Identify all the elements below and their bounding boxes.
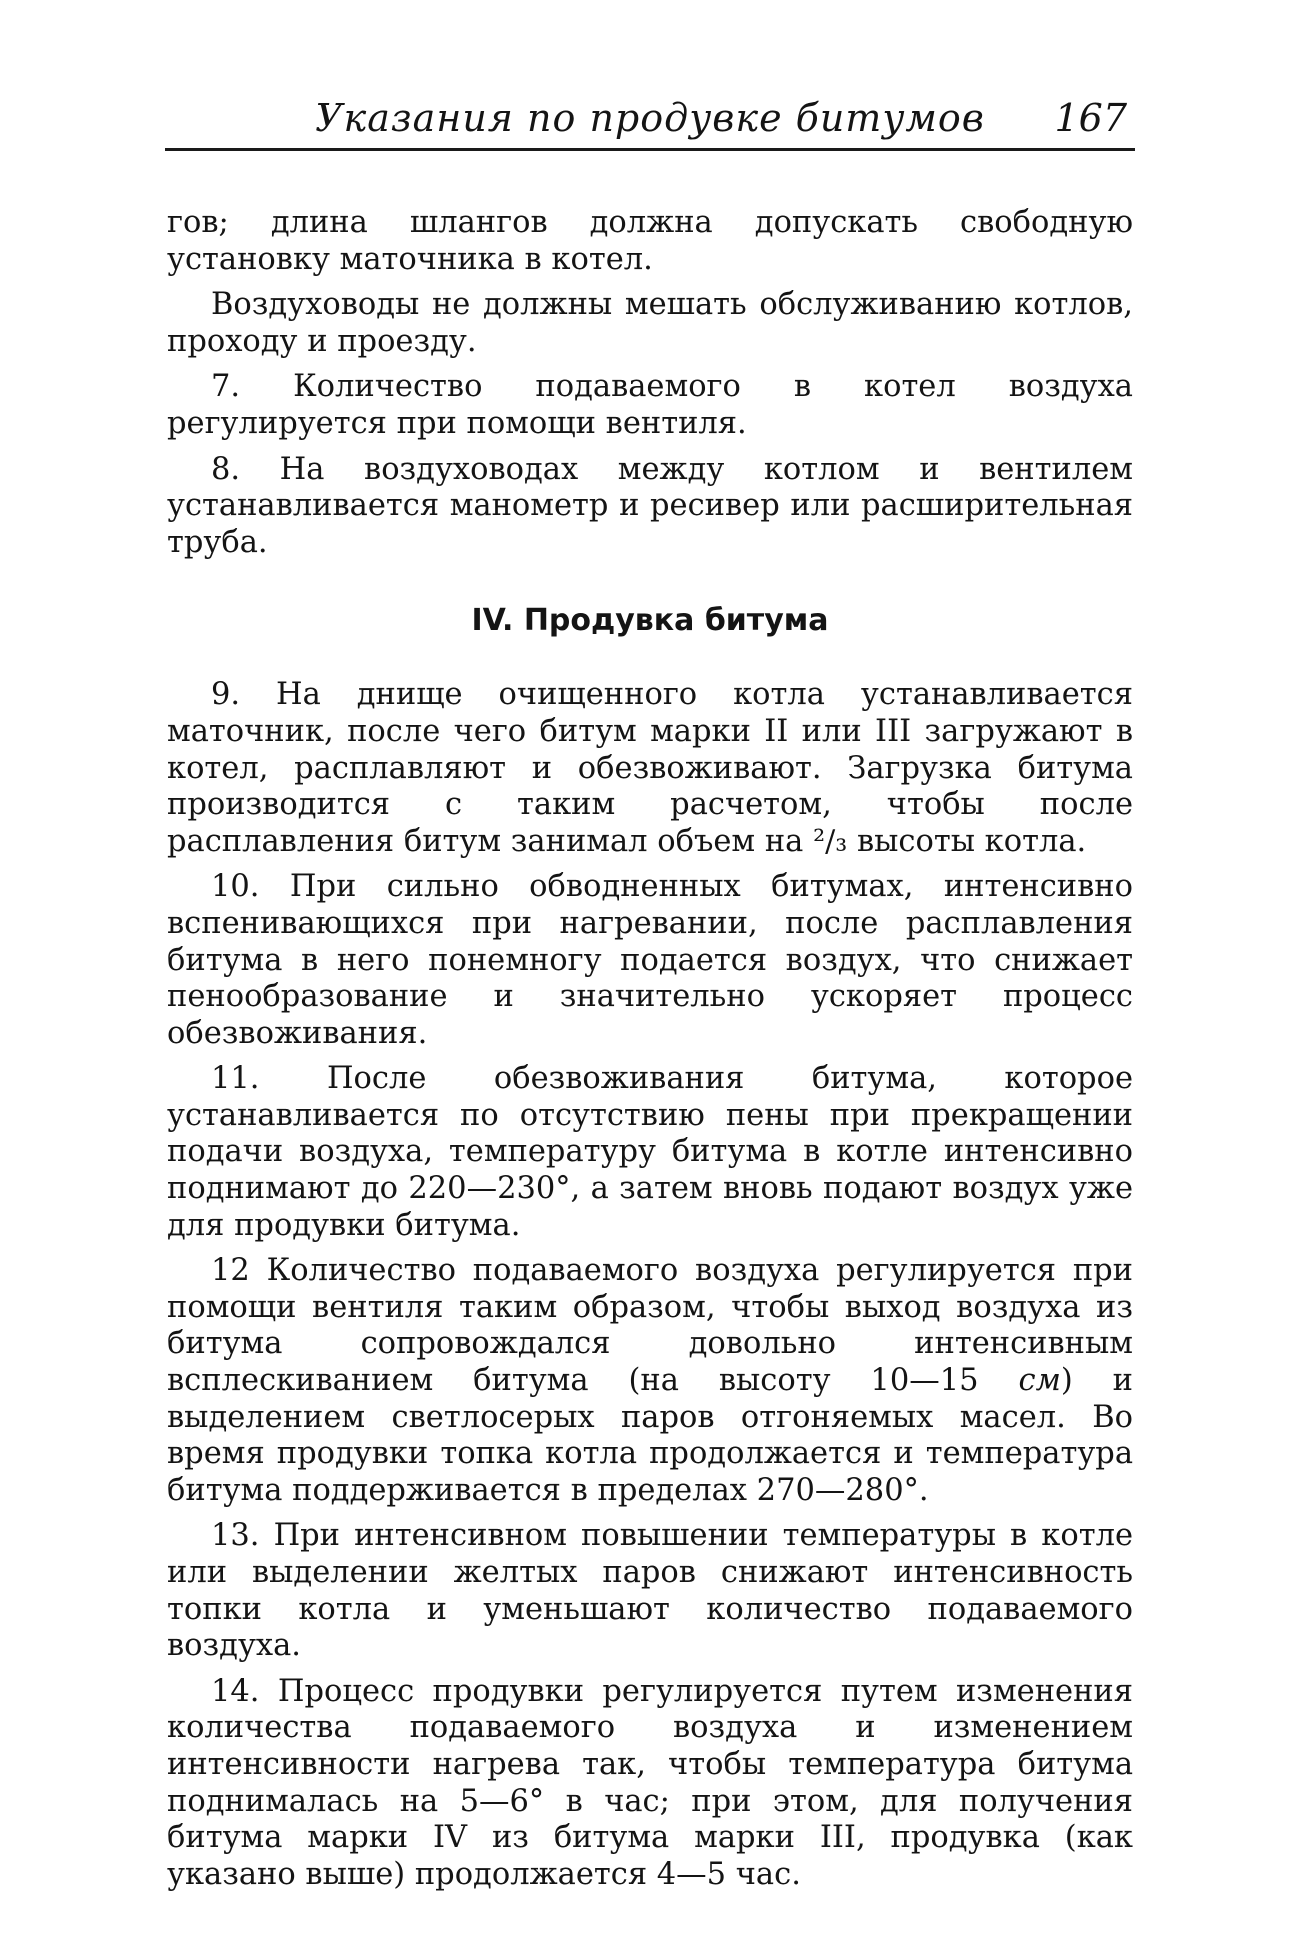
paragraph-item-13: 13. При интенсивном повышении температуры в котле или выделении желтых паров снижают интенсивность топки котла и уменьшают количество подаваемого воздуха. bbox=[167, 1518, 1133, 1664]
paragraph-item-11: 11. После обезвоживания битума, которое устанавливается по отсутствию пены при прекращении подачи воздуха, температуру битума в котле интенсивно поднимают до 220—230°, а затем вновь подают воздух уже для продувки битума. bbox=[167, 1061, 1133, 1243]
page-number: 167 bbox=[1054, 96, 1127, 140]
section-heading: IV. Продувка битума bbox=[471, 603, 829, 639]
item-12-before: 12 Количество подаваемого воздуха регулируется при помощи вентиля таким образом, чтобы выход воздуха из битума сопровождался довольно интенсивным всплескиванием битума (на высоту 10—15 bbox=[167, 1253, 1133, 1399]
paragraph-item-10: 10. При сильно обводненных битумах, интенсивно вспенивающихся при нагревании, после расплавления битума в него понемногу подается воздух, что снижает пенообразование и значительно ускоряет процесс обезвоживания. bbox=[167, 869, 1133, 1051]
unit-cm: см bbox=[1018, 1363, 1061, 1399]
paragraph-continuation: гов; длина шлангов должна допускать свободную установку маточника в котел. bbox=[167, 205, 1133, 277]
page-body bbox=[167, 205, 1133, 1902]
paragraph-item-12 bbox=[167, 1253, 1133, 1509]
running-title: Указания по продувке битумов bbox=[315, 96, 985, 140]
paragraph-item-7: 7. Количество подаваемого в котел воздуха регулируется при помощи вентиля. bbox=[167, 369, 1133, 441]
item-12-after: ) и выделением светлосерых паров отгоняемых масел. Во время продувки топка котла продолжается и температура битума поддерживается в пределах 270—280°. bbox=[167, 1363, 1133, 1508]
item-9-tail: высоты котла. bbox=[856, 823, 1087, 859]
paragraph-item-9 bbox=[167, 677, 1133, 860]
paragraph-air-ducts: Воздуховоды не должны мешать обслуживанию котлов, проходу и проезду. bbox=[167, 287, 1133, 359]
paragraph-item-8: 8. На воздуховодах между котлом и вентилем устанавливается манометр и ресивер или расширительная труба. bbox=[167, 451, 1133, 560]
running-header bbox=[165, 92, 1135, 151]
item-9-text: 9. На днище очищенного котла устанавливается маточник, после чего битум марки II или III загружают в котел, расплавляют и обезвоживают. Загрузка битума производится с таким расчетом, чтобы после расплавления битум занимал объем на bbox=[167, 677, 1133, 859]
paragraph-item-14: 14. Процесс продувки регулируется путем изменения количества подаваемого воздуха и изменением интенсивности нагрева так, чтобы температура битума поднималась на 5—6° в час; при этом, для получения битума марки IV из битума марки III, продувка (как указано выше) продолжается 4—5 час. bbox=[167, 1673, 1133, 1892]
fraction-two-thirds: ²/₃ bbox=[813, 823, 848, 859]
